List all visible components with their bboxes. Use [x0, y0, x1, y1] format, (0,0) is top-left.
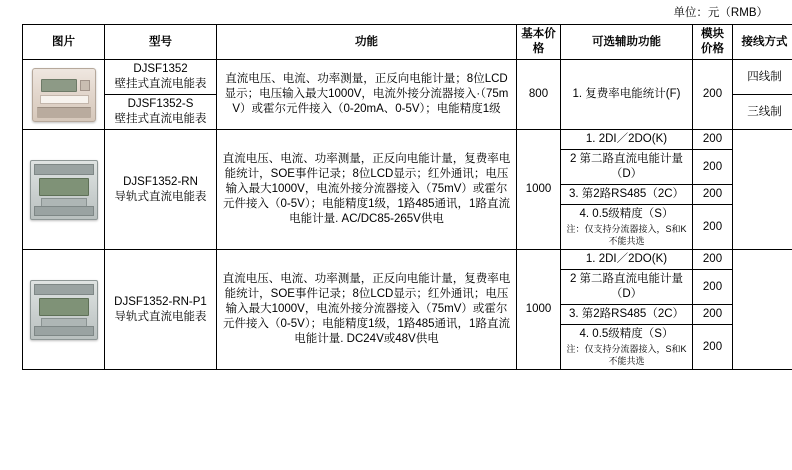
- wiring-cell-three-wire: 三线制: [733, 95, 792, 130]
- model-name-cell: [105, 130, 217, 250]
- module-price-cell-3-4: 200: [693, 325, 733, 370]
- header-optional-function: 可选辅助功能: [561, 25, 693, 60]
- optional-function-note: 注：仅支持分流器接入，S和K不能共选: [566, 344, 687, 366]
- base-price-cell-2: 1000: [517, 130, 561, 250]
- module-price-cell-2-3: 200: [693, 185, 733, 205]
- optional-function-cell-2-1: 1. 2DI／2DO(K): [561, 130, 693, 150]
- module-price-cell-3-3: 200: [693, 305, 733, 325]
- wall-mounted-meter-photo: [32, 68, 96, 122]
- table-row: [23, 130, 792, 150]
- meter-lcd: [39, 178, 89, 196]
- optional-function-cell-1-1: 1. 复费率电能统计(F): [561, 60, 693, 130]
- model-description: 壁挂式直流电能表: [114, 78, 207, 90]
- header-function: 功能: [217, 25, 517, 60]
- table-header-row: [23, 25, 792, 60]
- table-row: [23, 60, 792, 95]
- model-name-cell: [105, 250, 217, 370]
- module-price-cell-3-1: 200: [693, 250, 733, 270]
- function-description-cell-1: 直流电压、电流、功率测量，正反向电能计量；8位LCD显示；电压输入最大1000V，电流外接分流器接入·（75mV）或霍尔元件接入（0-20mA、0-5V）；电能精度1级: [217, 60, 517, 130]
- model-name-cell: [105, 60, 217, 95]
- wiring-cell-empty-2: [733, 130, 792, 250]
- optional-function-label: 4. 0.5级精度（S）: [579, 328, 674, 340]
- product-image-cell-1: [23, 60, 105, 130]
- table-row: [23, 250, 792, 270]
- optional-function-cell-3-4: [561, 325, 693, 370]
- module-price-cell-2-2: 200: [693, 150, 733, 185]
- model-code: DJSF1352-S: [127, 98, 194, 110]
- header-module-price: 模块价格: [693, 25, 733, 60]
- din-rail-meter-photo: [30, 160, 98, 220]
- model-name-cell: [105, 95, 217, 130]
- model-description: 壁挂式直流电能表: [114, 113, 207, 125]
- model-code: DJSF1352-RN-P1: [114, 295, 207, 308]
- meter-top-terminals: [34, 164, 94, 175]
- meter-terminal-block: [37, 107, 91, 118]
- base-price-cell-1: 800: [517, 60, 561, 130]
- model-description: 导轨式直流电能表: [114, 190, 207, 203]
- meter-buttons: [80, 80, 90, 91]
- meter-lcd: [39, 298, 89, 316]
- header-image: 图片: [23, 25, 105, 60]
- model-code: DJSF1352: [133, 63, 188, 75]
- optional-function-cell-2-4: [561, 205, 693, 250]
- meter-lcd: [41, 79, 77, 92]
- din-rail-meter-photo: [30, 280, 98, 340]
- optional-function-label: 4. 0.5级精度（S）: [579, 208, 674, 220]
- wiring-cell-four-wire: 四线制: [733, 60, 792, 95]
- optional-function-cell-3-1: 1. 2DI／2DO(K): [561, 250, 693, 270]
- specification-price-table: [22, 24, 792, 370]
- header-model: 型号: [105, 25, 217, 60]
- module-price-cell-3-2: 200: [693, 270, 733, 305]
- base-price-cell-3: 1000: [517, 250, 561, 370]
- optional-function-note: 注：仅支持分流器接入，S和K不能共选: [566, 224, 687, 246]
- function-description-cell-2: 直流电压、电流、功率测量，正反向电能计量，复费率电能统计，SOE事件记录；8位LCD显示；红外通讯；电压输入最大1000V，电流外接分流器接入（75mV）或霍尔元件接入（0-5V）；电能精度1级，1路485通讯，1路直流电能计量. AC/DC85-265V供电: [217, 130, 517, 250]
- model-code: DJSF1352-RN: [123, 175, 198, 188]
- optional-function-cell-2-2: 2 第二路直流电能计量（D）: [561, 150, 693, 185]
- optional-function-cell-3-2: 2 第二路直流电能计量（D）: [561, 270, 693, 305]
- meter-nameplate: [40, 95, 89, 104]
- module-price-cell-2-4: 200: [693, 205, 733, 250]
- unit-note: 单位：元（RMB）: [673, 7, 768, 19]
- module-price-cell-2-1: 200: [693, 130, 733, 150]
- model-description: 导轨式直流电能表: [114, 310, 207, 323]
- module-price-cell-1-1: 200: [693, 60, 733, 130]
- header-base-price: 基本价格: [517, 25, 561, 60]
- meter-top-terminals: [34, 284, 94, 295]
- meter-bottom-terminals: [34, 326, 94, 336]
- meter-bottom-terminals: [34, 206, 94, 216]
- product-image-cell-3: [23, 250, 105, 370]
- header-wiring: 接线方式: [733, 25, 792, 60]
- product-image-cell-2: [23, 130, 105, 250]
- wiring-cell-empty-3: [733, 250, 792, 370]
- function-description-cell-3: 直流电压、电流、功率测量，正反向电能计量，复费率电能统计，SOE事件记录；8位LCD显示；红外通讯；电压输入最大1000V，电流外接分流器接入（75mV）或霍尔元件接入（0-5V）；电能精度1级，1路485通讯，1路直流电能计量. DC24V或48V供电: [217, 250, 517, 370]
- optional-function-cell-3-3: 3. 第2路RS485（2C）: [561, 305, 693, 325]
- optional-function-cell-2-3: 3. 第2路RS485（2C）: [561, 185, 693, 205]
